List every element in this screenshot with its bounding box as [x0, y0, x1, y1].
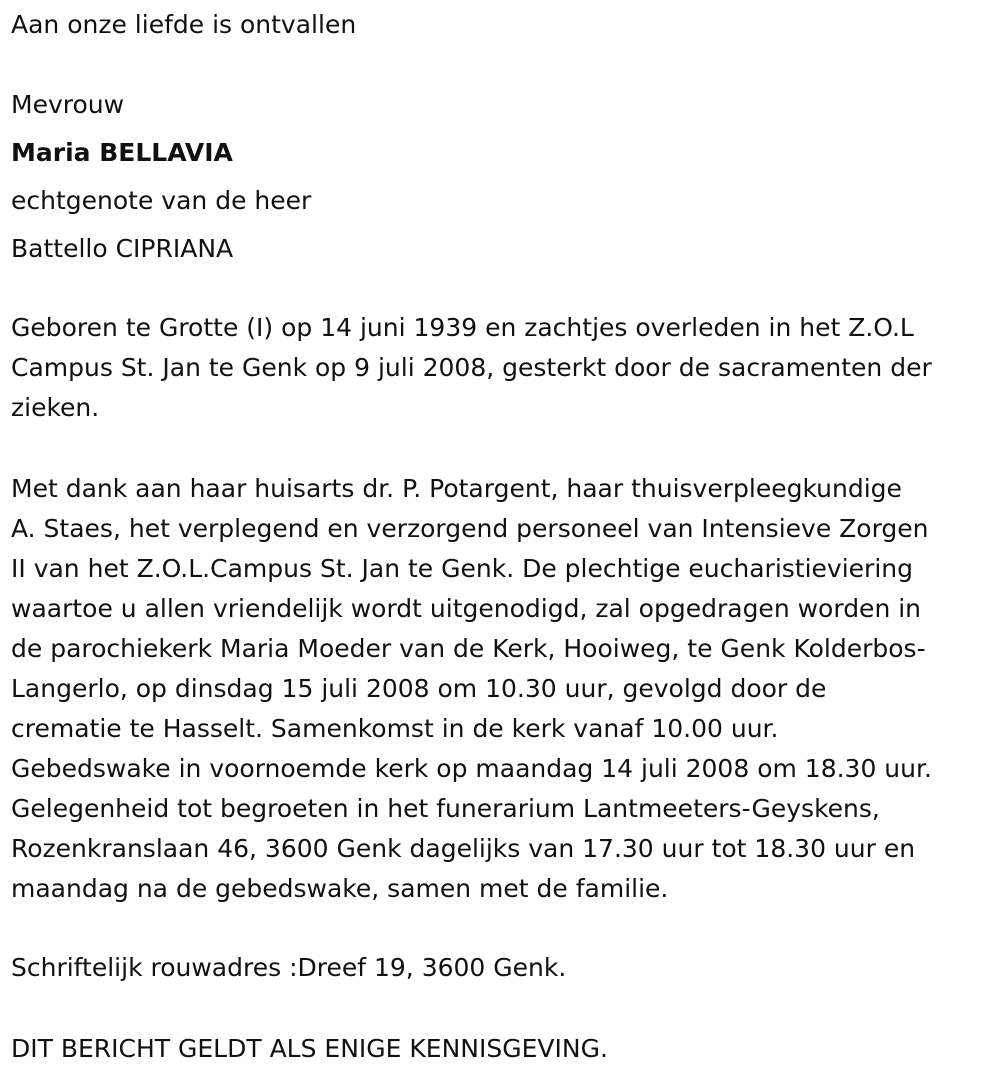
birth-death-line: Campus St. Jan te Genk op 9 juli 2008, gesterkt door de sacramenten der [11, 353, 932, 382]
notice-text: DIT BERICHT GELDT ALS ENIGE KENNISGEVING. [11, 1034, 608, 1063]
funeral-line: II van het Z.O.L.Campus St. Jan te Genk. De plechtige eucharistieviering [11, 554, 913, 583]
funeral-line: Rozenkranslaan 46, 3600 Genk dagelijks van 17.30 uur tot 18.30 uur en [11, 834, 916, 863]
funeral-line: Gebedswake in voornoemde kerk op maandag 14 juli 2008 om 18.30 uur. [11, 754, 932, 783]
funeral-line: de parochiekerk Maria Moeder van de Kerk, Hooiweg, te Genk Kolderbos- [11, 634, 926, 663]
deceased-name: Maria BELLAVIA [11, 138, 233, 167]
birth-death-line: zieken. [11, 393, 100, 422]
spouse-name: Battello CIPRIANA [11, 234, 234, 263]
mourning-address: Schriftelijk rouwadres :Dreef 19, 3600 Genk. [11, 953, 567, 982]
funeral-line: maandag na de gebedswake, samen met de familie. [11, 874, 669, 903]
funeral-line: crematie te Hasselt. Samenkomst in de kerk vanaf 10.00 uur. [11, 714, 779, 743]
funeral-line: Gelegenheid tot begroeten in het funerarium Lantmeeters-Geyskens, [11, 794, 880, 823]
funeral-line: waartoe u allen vriendelijk wordt uitgenodigd, zal opgedragen worden in [11, 594, 922, 623]
birth-death-line: Geboren te Grotte (I) op 14 juni 1939 en zachtjes overleden in het Z.O.L [11, 313, 914, 342]
funeral-line: Langerlo, op dinsdag 15 juli 2008 om 10.30 uur, gevolgd door de [11, 674, 827, 703]
intro-text: Aan onze liefde is ontvallen [11, 10, 357, 39]
title-prefix: Mevrouw [11, 90, 125, 119]
birth-death-paragraph [11, 308, 996, 428]
relation-text: echtgenote van de heer [11, 186, 312, 215]
funeral-line: A. Staes, het verplegend en verzorgend personeel van Intensieve Zorgen [11, 514, 929, 543]
funeral-paragraph [11, 469, 996, 909]
funeral-line: Met dank aan haar huisarts dr. P. Potargent, haar thuisverpleegkundige [11, 474, 902, 503]
